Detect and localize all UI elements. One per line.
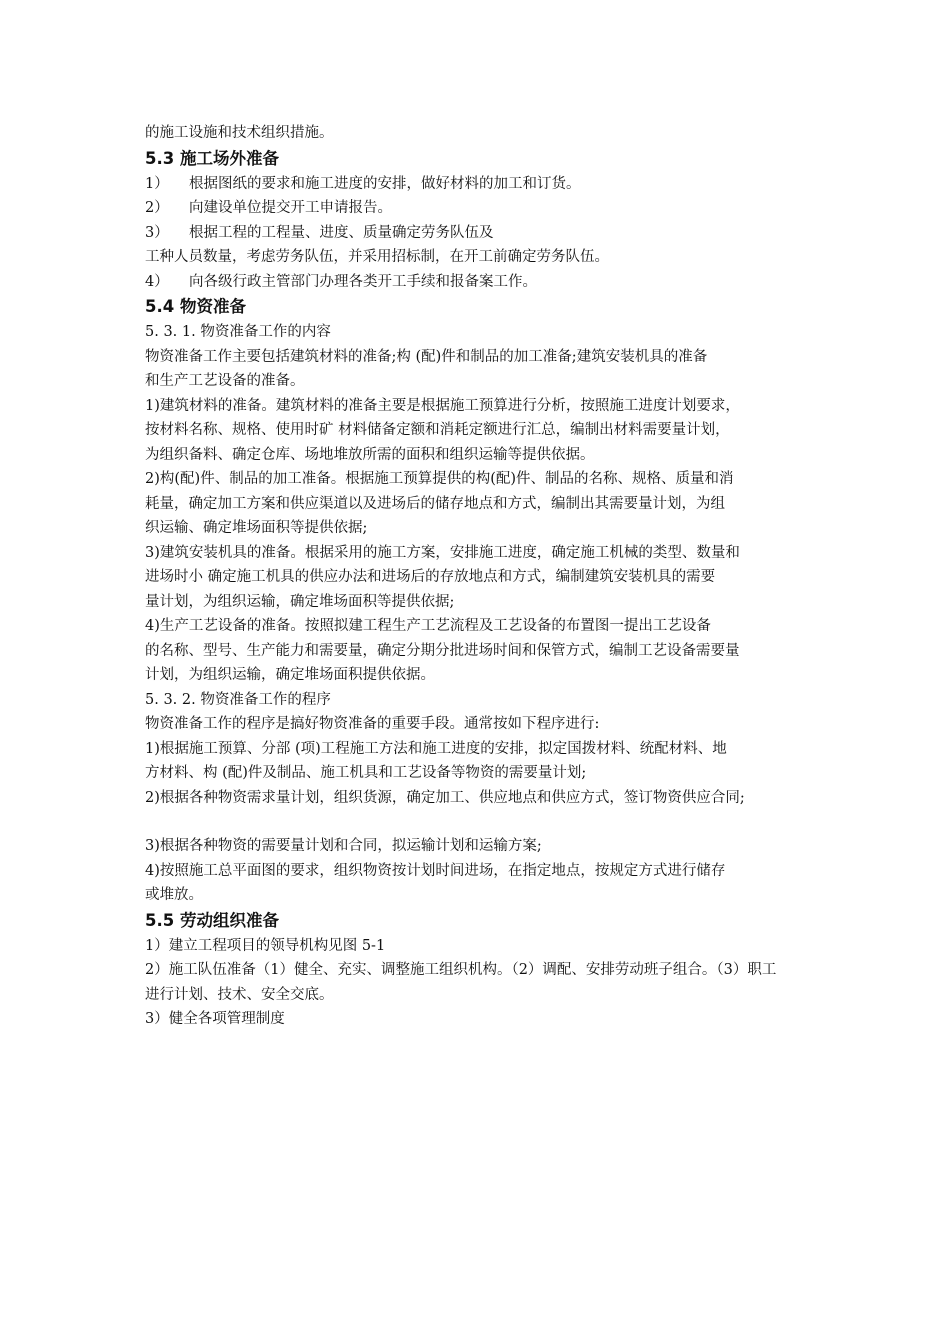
section-heading-5-3: 5.3 施工场外准备 [145,148,279,168]
paragraph-line: 进场时小 确定施工机具的供应办法和进场后的存放地点和方式，编制建筑安装机具的需要 [145,569,716,585]
subsection-heading: 5. 3. 1. 物资准备工作的内容 [145,324,331,340]
paragraph-line: 3）健全各项管理制度 [145,1011,285,1027]
paragraph-line: 计划，为组织运输，确定堆场面积提供依据。 [145,667,435,683]
paragraph-line: 物资准备工作的程序是搞好物资准备的重要手段。通常按如下程序进行: [145,716,600,732]
list-text: 向建设单位提交开工申请报告。 [189,200,392,216]
list-item [145,172,817,197]
list-text: 根据图纸的要求和施工进度的安排，做好材料的加工和订货。 [189,175,581,192]
paragraph-line: 1）建立工程项目的领导机构见图 5-1 [145,937,386,954]
paragraph: 的施工设施和技术组织措施。 [145,125,334,141]
paragraph-line: 2)根据各种物资需求量计划，组织货源，确定加工、供应地点和供应方式，签订物资供应合同; [145,789,745,806]
paragraph-line: 为组织备料、确定仓库、场地堆放所需的面积和组织运输等提供依据。 [145,446,595,463]
list-text: 根据工程的工程量、进度、质量确定劳务队伍及 [189,224,494,241]
paragraph-line: 按材料名称、规格、使用时矿 材料储备定额和消耗定额进行汇总，编制出材料需要量计划， [145,422,730,438]
blank-line [145,810,817,834]
paragraph-line: 织运输、确定堆场面积等提供依据; [145,520,368,536]
section-heading-5-4: 5.4 物资准备 [145,297,246,316]
paragraph-line: 方材料、构 (配)件及制品、施工机具和工艺设备等物资的需要量计划; [145,765,587,781]
list-item [145,196,817,221]
paragraph-line: 2）施工队伍准备（1）健全、充实、调整施工组织机构。（2）调配、安排劳动班子组合。（3）职工 [145,962,777,978]
paragraph-line: 3)建筑安装机具的准备。根据采用的施工方案，安排施工进度，确定施工机械的类型、数量和 [145,544,740,561]
list-number: 4） [145,273,169,290]
paragraph-line: 进行计划、技术、安全交底。 [145,986,334,1003]
paragraph-line: 1)建筑材料的准备。建筑材料的准备主要是根据施工预算进行分析，按照施工进度计划要求， [145,397,740,414]
list-number: 2） [145,200,169,216]
paragraph-line: 的名称、型号、生产能力和需要量，确定分期分批进场时间和保管方式，编制工艺设备需要量 [145,642,740,659]
paragraph-line: 1)根据施工预算、分部 (项)工程施工方法和施工进度的安排，拟定国拨材料、统配材料、地 [145,740,727,757]
paragraph-line: 4)按照施工总平面图的要求，组织物资按计划时间进场，在指定地点，按规定方式进行储存 [145,862,726,879]
list-item [145,221,817,246]
list-item [145,270,817,295]
list-number: 3） [145,224,169,241]
paragraph-line: 2)构(配)件、制品的加工准备。根据施工预算提供的构(配)件、制品的名称、规格、质量和消 [145,471,734,487]
document-page [145,121,817,1032]
paragraph-line: 和生产工艺设备的准备。 [145,373,305,389]
paragraph-line: 或堆放。 [145,887,203,903]
paragraph-line: 3)根据各种物资的需要量计划和合同，拟运输计划和运输方案; [145,838,542,854]
paragraph-line: 耗量，确定加工方案和供应渠道以及进场后的储存地点和方式，编制出其需要量计划，为组 [145,495,725,512]
subsection-heading: 5. 3. 2. 物资准备工作的程序 [145,691,331,708]
paragraph: 工种人员数量，考虑劳务队伍，并采用招标制，在开工前确定劳务队伍。 [145,249,609,265]
section-heading-5-5: 5.5 劳动组织准备 [145,910,279,930]
list-number: 1） [145,175,169,192]
list-text: 向各级行政主管部门办理各类开工手续和报备案工作。 [189,273,537,290]
paragraph-line: 量计划，为组织运输，确定堆场面积等提供依据; [145,593,455,610]
paragraph-line: 4)生产工艺设备的准备。按照拟建工程生产工艺流程及工艺设备的布置图一提出工艺设备 [145,618,711,634]
paragraph-line: 物资准备工作主要包括建筑材料的准备;构 (配)件和制品的加工准备;建筑安装机具的准备 [145,348,708,365]
